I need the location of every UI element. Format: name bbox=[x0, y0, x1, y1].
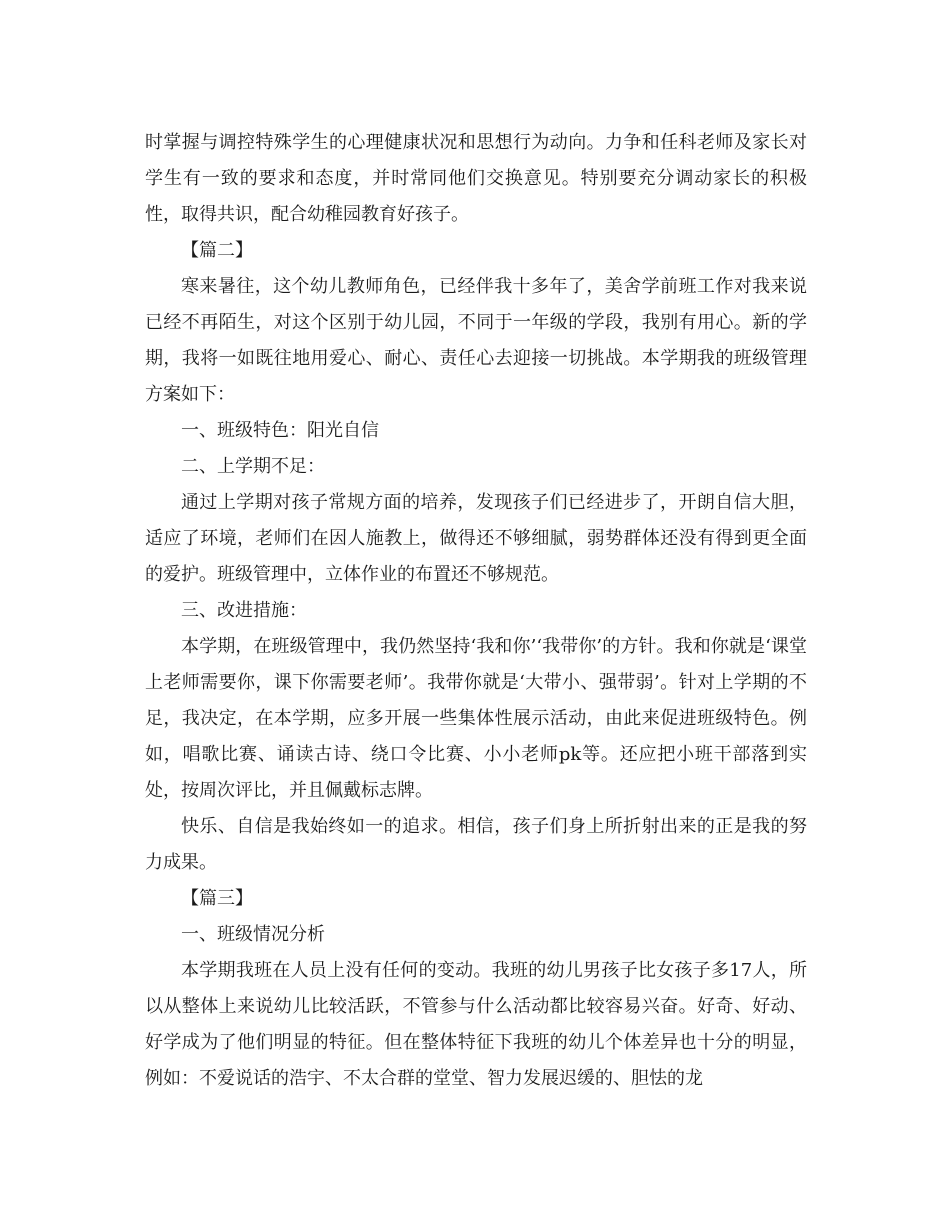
list-item-shortcomings: 二、上学期不足： bbox=[181, 456, 325, 477]
paragraph-continuation: 时掌握与调控特殊学生的心理健康状况和思想行为动向。力争和任科老师及家长对学生有一致的要求和态度，并时常同他们交换意见。特别要充分调动家长的积极性，取得共识，配合幼稚园教育好孩子。 bbox=[145, 132, 807, 225]
list-item-improvements: 三、改进措施： bbox=[181, 600, 307, 621]
paragraph-class-analysis: 本学期我班在人员上没有任何的变动。我班的幼儿男孩子比女孩子多17人，所以从整体上来说幼儿比较活跃，不管参与什么活动都比较容易兴奋。好奇、好动、好学成为了他们明显的特征。但在整体特征下我班的幼儿个体差异也十分的明显，例如：不爱说话的浩宇、不太合群的堂堂、智力发展迟缓的、胆怯的龙 bbox=[145, 960, 807, 1089]
paragraph-improvements: 本学期，在班级管理中，我仍然坚持‘我和你’‘我带你’的方针。我和你就是‘课堂上老师需要你，课下你需要老师’。我带你就是‘大带小、强带弱’。针对上学期的不足，我决定，在本学期，应多开展一些集体性展示活动，由此来促进班级特色。例如，唱歌比赛、诵读古诗、绕口令比赛、小小老师pk等。还应把小班干部落到实处，按周次评比，并且佩戴标志牌。 bbox=[145, 636, 807, 801]
section-heading-part-three: 【篇三】 bbox=[181, 888, 253, 909]
paragraph-intro: 寒来暑往，这个幼儿教师角色，已经伴我十多年了，美舍学前班工作对我来说已经不再陌生，对这个区别于幼儿园，不同于一年级的学段，我别有用心。新的学期，我将一如既往地用爱心、耐心、责任心去迎接一切挑战。本学期我的班级管理方案如下： bbox=[145, 276, 807, 405]
list-item-class-feature: 一、班级特色：阳光自信 bbox=[181, 420, 379, 441]
list-item-class-analysis: 一、班级情况分析 bbox=[181, 924, 325, 945]
paragraph-shortcomings: 通过上学期对孩子常规方面的培养，发现孩子们已经进步了，开朗自信大胆，适应了环境，老师们在因人施教上，做得还不够细腻，弱势群体还没有得到更全面的爱护。班级管理中，立体作业的布置还不够规范。 bbox=[145, 492, 807, 585]
document-body bbox=[145, 125, 807, 1097]
paragraph-conclusion: 快乐、自信是我始终如一的追求。相信，孩子们身上所折射出来的正是我的努力成果。 bbox=[145, 816, 807, 873]
section-heading-part-two: 【篇二】 bbox=[181, 240, 253, 261]
